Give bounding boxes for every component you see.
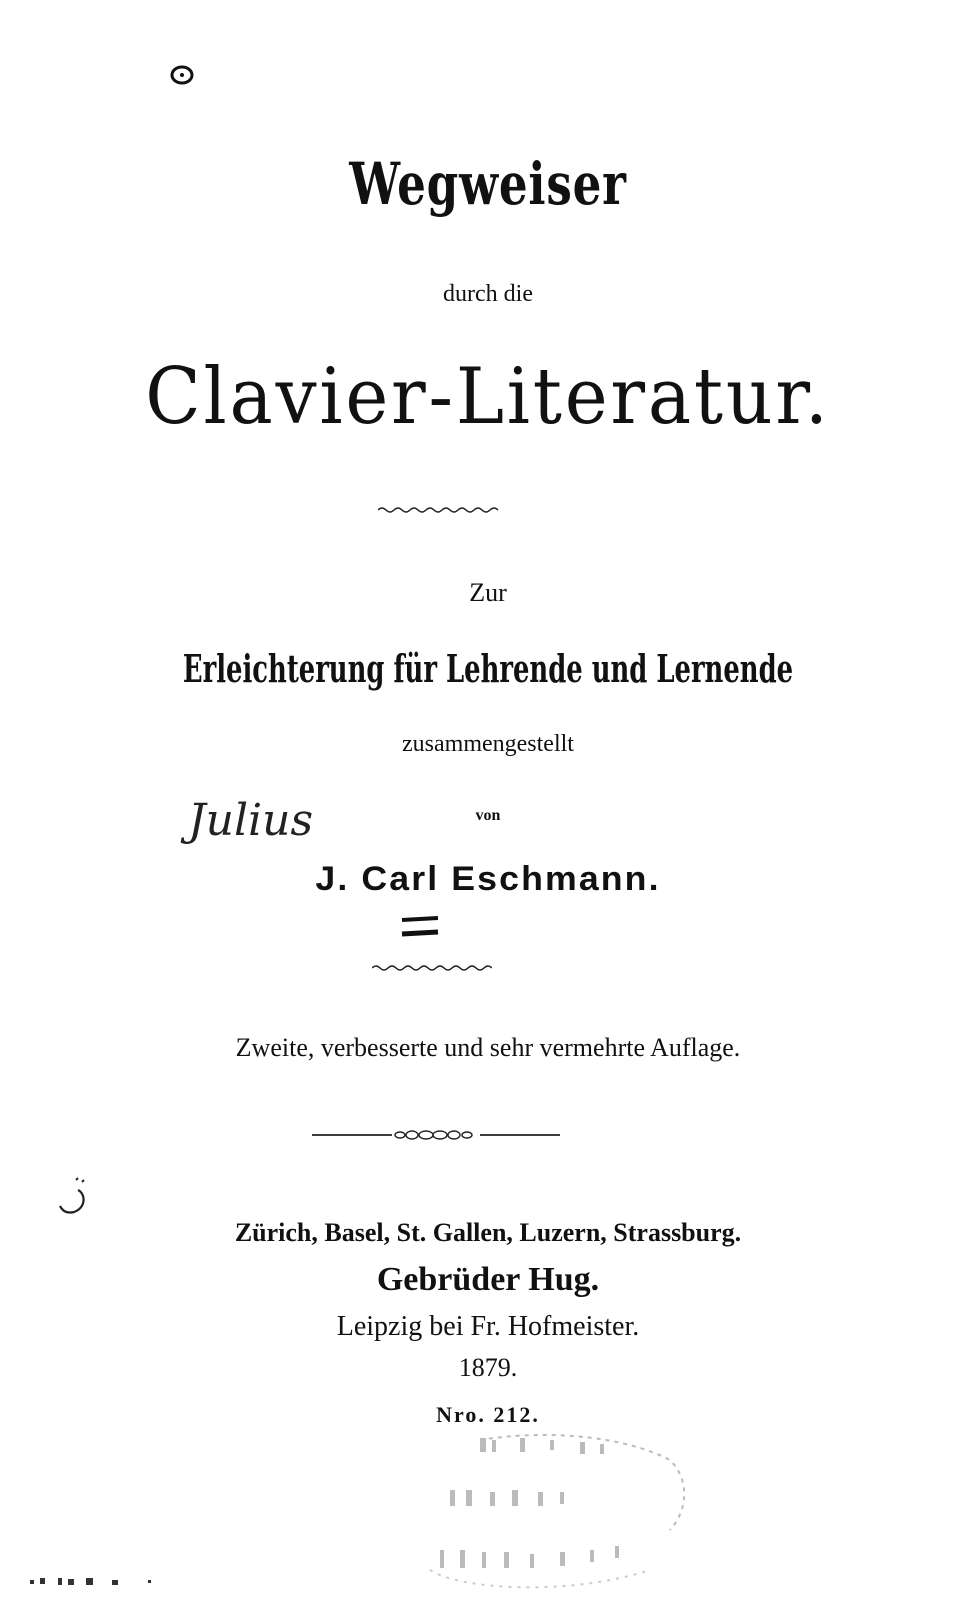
co-publisher: Leipzig bei Fr. Hofmeister. <box>336 1311 640 1342</box>
purpose-line-2: Erleichterung für Lehrende und Lernende <box>182 646 794 691</box>
handwritten-name: Julius <box>188 795 314 846</box>
ornamental-rule <box>312 1128 560 1142</box>
publication-year: 1879. <box>458 1353 518 1382</box>
publication-places: Zürich, Basel, St. Gallen, Luzern, Strassburg. <box>234 1218 742 1247</box>
subtitle-connector: durch die <box>443 281 533 307</box>
wavy-divider-bottom <box>372 964 492 972</box>
edge-specks <box>30 1576 160 1588</box>
handwritten-mark-icon <box>56 1176 90 1222</box>
circle-mark-icon <box>168 62 196 88</box>
library-stamp <box>420 1420 690 1600</box>
main-title: Clavier-Literatur. <box>145 352 831 442</box>
by-label: von <box>475 807 501 824</box>
compiled-label: zusammengestellt <box>402 731 574 757</box>
double-underline-mark <box>400 912 440 942</box>
publisher-name: Gebrüder Hug. <box>376 1261 600 1298</box>
wavy-divider-top <box>378 506 502 514</box>
catalog-number: Nro. 212. <box>436 1402 540 1427</box>
book-title: Wegweiser <box>349 150 627 218</box>
purpose-line-1: Zur <box>469 578 507 607</box>
author-name: J. Carl Eschmann. <box>315 860 661 898</box>
edition-note: Zweite, verbesserte und sehr vermehrte Auflage. <box>235 1033 741 1062</box>
